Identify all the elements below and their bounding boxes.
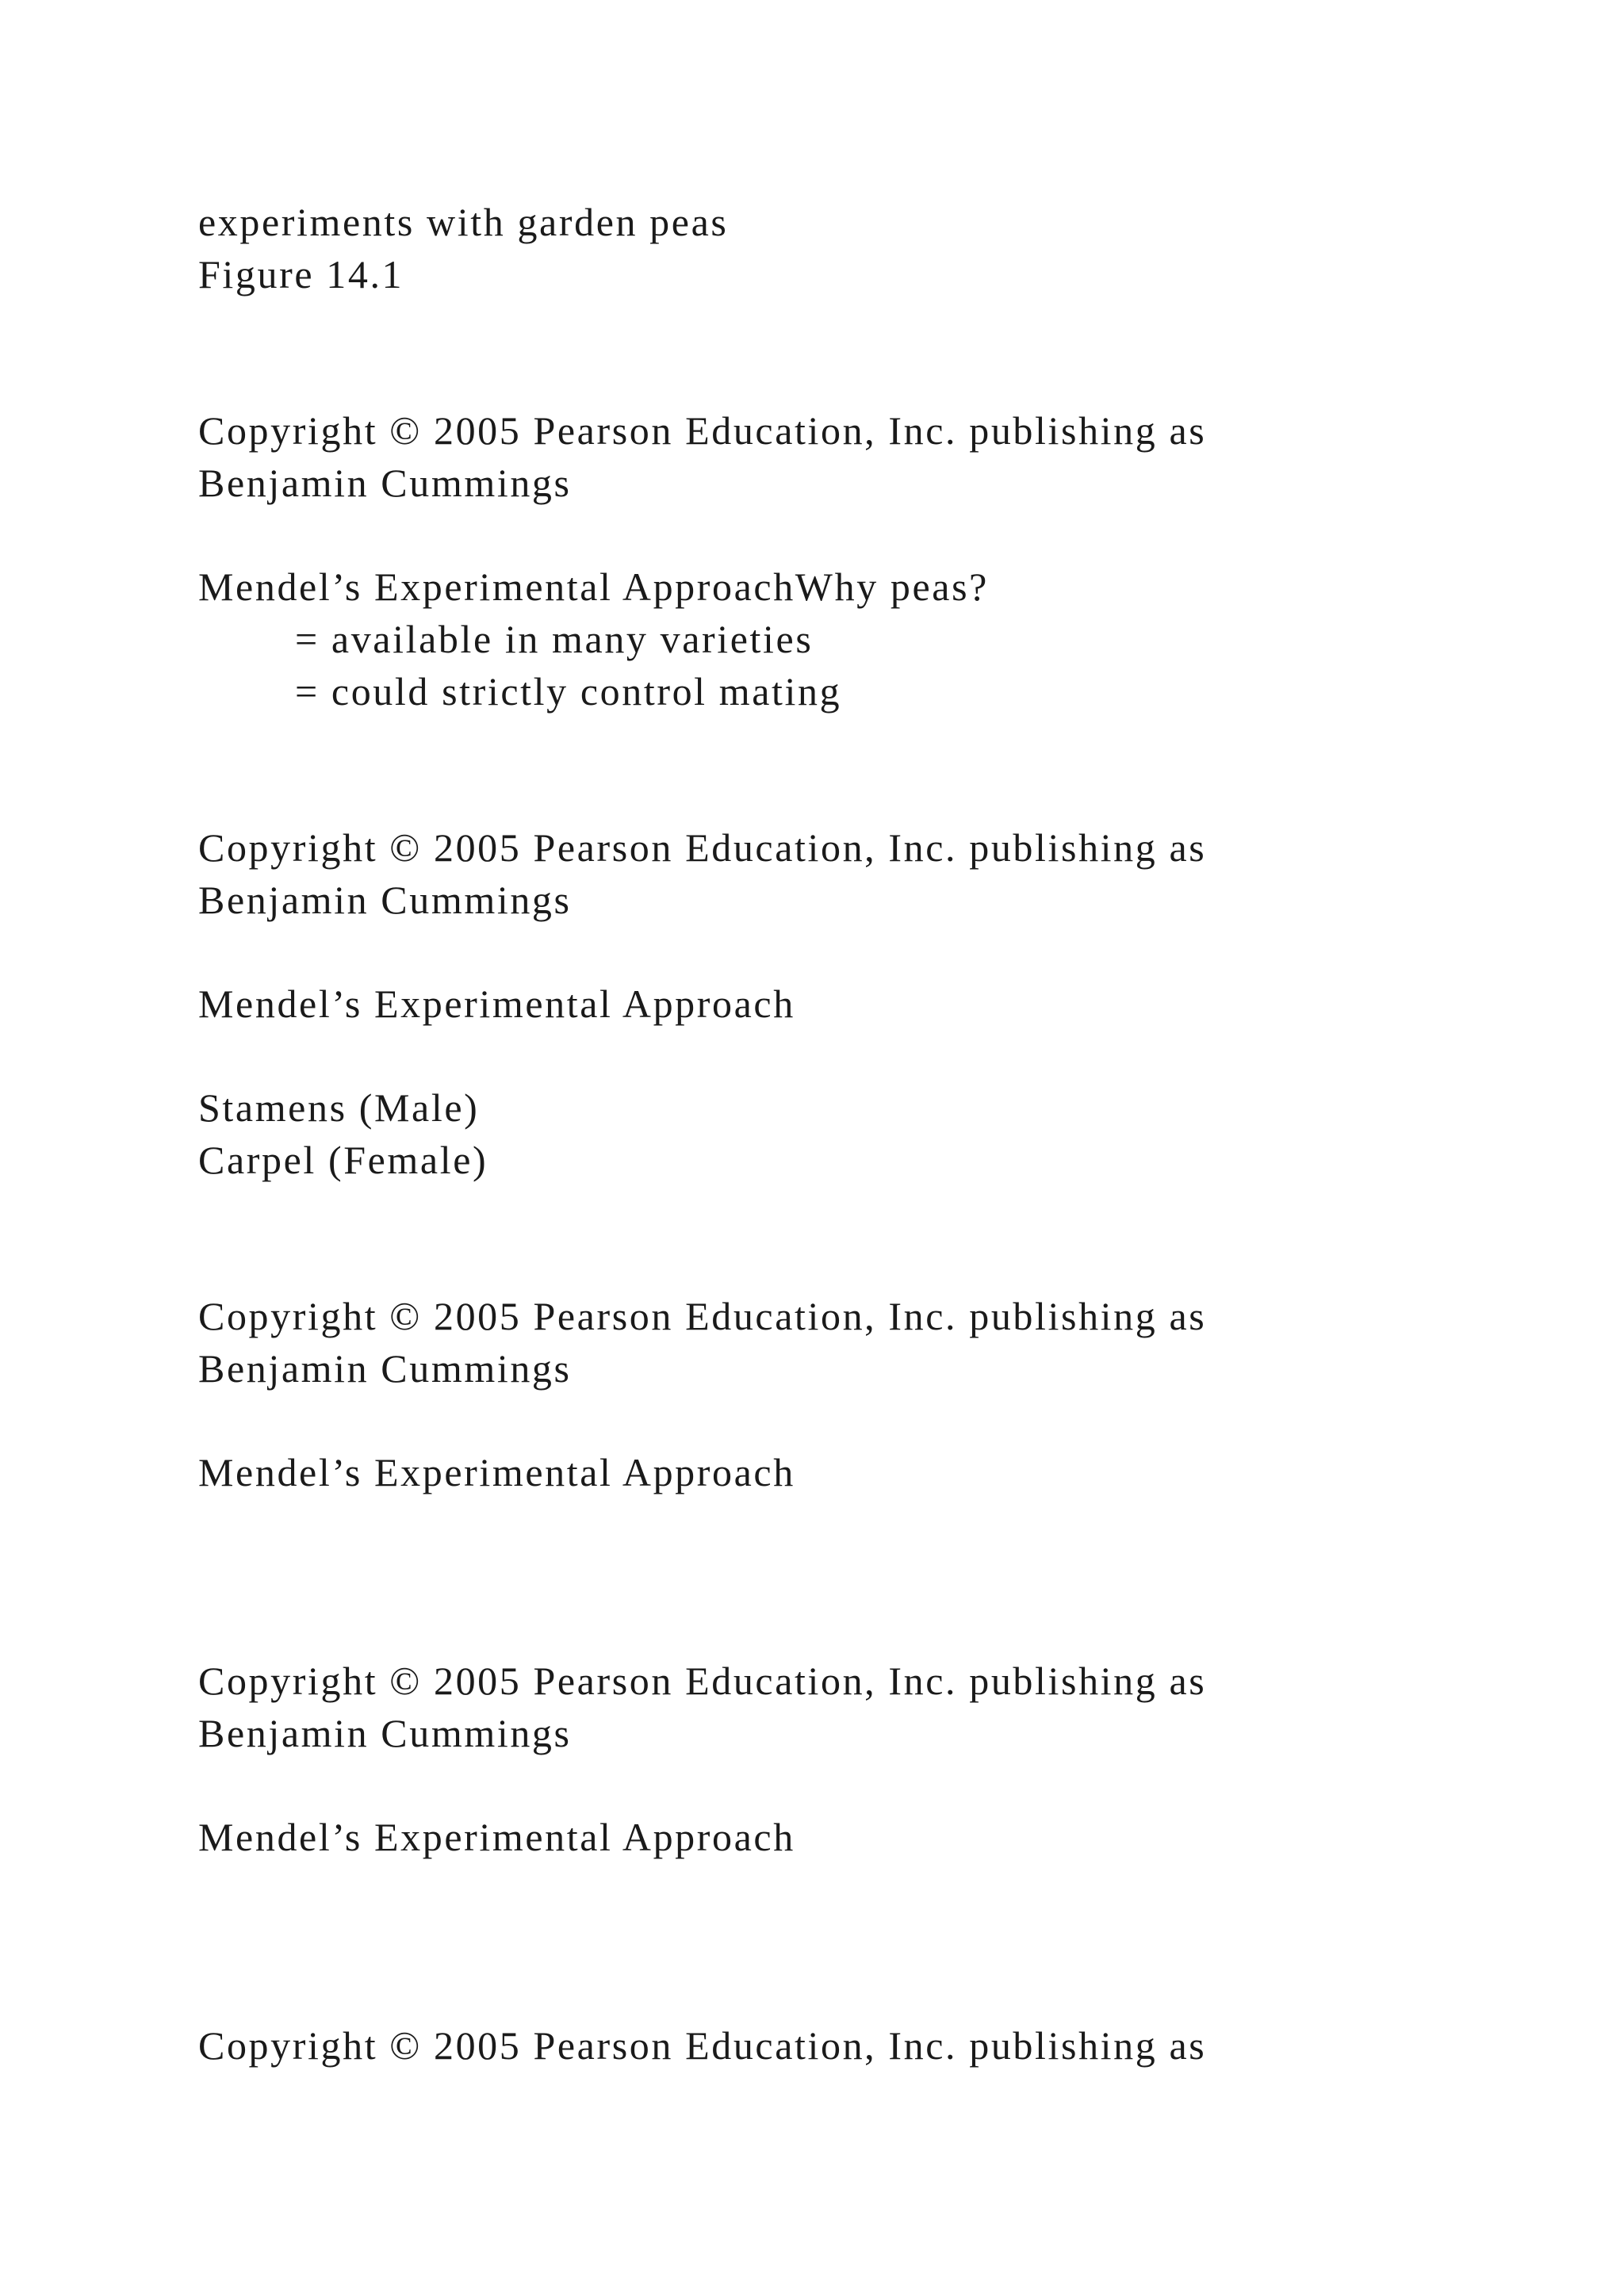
copyright-line: Copyright © 2005 Pearson Education, Inc. publishing as bbox=[198, 2023, 1207, 2068]
bullet-line: = could strictly control mating bbox=[295, 669, 842, 714]
publisher-line: Benjamin Cummings bbox=[198, 878, 572, 922]
section-heading: Mendel’s Experimental Approach bbox=[198, 1815, 795, 1859]
copyright-line: Copyright © 2005 Pearson Education, Inc. publishing as bbox=[198, 1659, 1207, 1703]
section-heading: Mendel’s Experimental Approach bbox=[198, 1450, 795, 1494]
section-heading: Mendel’s Experimental Approach bbox=[198, 982, 795, 1026]
copyright-line: Copyright © 2005 Pearson Education, Inc. publishing as bbox=[198, 408, 1207, 453]
publisher-line: Benjamin Cummings bbox=[198, 1346, 572, 1391]
label-stamens: Stamens (Male) bbox=[198, 1085, 480, 1130]
text-line-experiments: experiments with garden peas bbox=[198, 200, 729, 244]
bullet-line: = available in many varieties bbox=[295, 617, 814, 661]
copyright-line: Copyright © 2005 Pearson Education, Inc. publishing as bbox=[198, 1294, 1207, 1338]
copyright-line: Copyright © 2005 Pearson Education, Inc. publishing as bbox=[198, 825, 1207, 870]
publisher-line: Benjamin Cummings bbox=[198, 1711, 572, 1755]
label-carpel: Carpel (Female) bbox=[198, 1138, 488, 1182]
publisher-line: Benjamin Cummings bbox=[198, 461, 572, 505]
figure-caption: Figure 14.1 bbox=[198, 252, 404, 297]
section-heading: Mendel’s Experimental ApproachWhy peas? bbox=[198, 564, 989, 609]
